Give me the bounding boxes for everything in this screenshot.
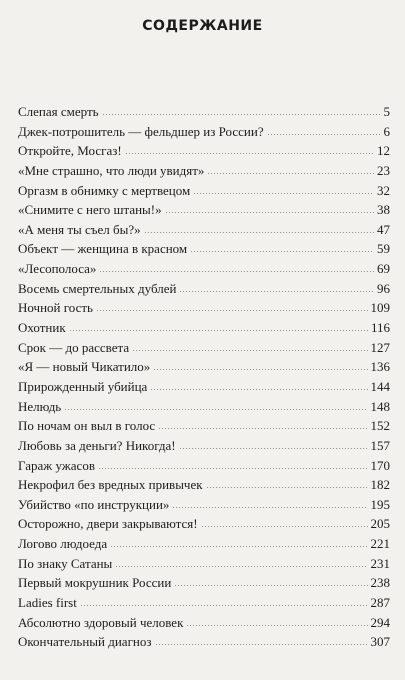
toc-entry-title: Логово людоеда (18, 536, 108, 552)
toc-entry-title: «А меня ты съел бы?» (18, 221, 141, 237)
toc-entry-page-number: 307 (370, 634, 390, 650)
toc-entry (18, 320, 390, 340)
page-title: СОДЕРЖАНИЕ (142, 18, 263, 34)
toc-dot-leader (193, 193, 374, 194)
toc-entry (18, 379, 390, 399)
toc-entry (18, 536, 390, 556)
toc-entry (18, 163, 390, 183)
toc-entry (18, 634, 390, 654)
toc-entry-page-number: 96 (377, 280, 390, 296)
toc-entry (18, 124, 390, 144)
toc-dot-leader (207, 173, 374, 174)
toc-entry-title: «Снимите с него штаны!» (18, 202, 162, 218)
toc-dot-leader (150, 389, 367, 390)
toc-entry (18, 497, 390, 517)
toc-entry-title: Абсолютно здоровый человек (18, 614, 184, 630)
toc-dot-leader (155, 644, 368, 645)
toc-dot-leader (64, 409, 367, 410)
toc-entry-page-number: 59 (377, 241, 390, 257)
toc-entry (18, 222, 390, 242)
toc-entry-page-number: 32 (377, 182, 390, 198)
toc-entry-title: Слепая смерть (18, 104, 99, 119)
toc-entry-page-number: 127 (370, 339, 390, 355)
table-of-contents (18, 104, 390, 654)
toc-entry-title: Гараж ужасов (18, 457, 95, 473)
toc-entry-page-number: 182 (370, 477, 390, 493)
toc-entry-page-number: 170 (370, 457, 390, 473)
toc-entry (18, 399, 390, 419)
toc-entry (18, 340, 390, 360)
toc-dot-leader (99, 271, 374, 272)
toc-dot-leader (201, 526, 368, 527)
toc-entry-title: Окончательный диагноз (18, 634, 152, 650)
toc-entry-page-number: 294 (370, 614, 390, 630)
toc-entry-page-number: 195 (370, 496, 390, 512)
toc-dot-leader (267, 134, 381, 135)
toc-entry-page-number: 6 (383, 123, 390, 139)
toc-entry (18, 281, 390, 301)
toc-entry-title: «Я — новый Чикатило» (18, 359, 151, 375)
toc-entry-title: Ночной гость (18, 300, 93, 316)
toc-entry (18, 595, 390, 615)
toc-entry-title: Откройте, Мосгаз! (18, 143, 122, 159)
toc-entry (18, 202, 390, 222)
toc-dot-leader (165, 212, 374, 213)
toc-entry-page-number: 116 (370, 320, 390, 336)
toc-dot-leader (186, 625, 367, 626)
toc-entry-title: Оргазм в обнимку с мертвецом (18, 182, 191, 198)
toc-entry-title: Восемь смертельных дублей (18, 280, 177, 296)
toc-entry-page-number: 152 (370, 418, 390, 434)
toc-entry (18, 359, 390, 379)
toc-entry-title: По ночам он выл в голос (18, 418, 156, 434)
toc-entry-page-number: 12 (377, 143, 390, 159)
toc-entry-page-number: 136 (370, 359, 390, 375)
toc-entry (18, 300, 390, 320)
toc-dot-leader (125, 153, 374, 154)
toc-entry-title: Прирожденный убийца (18, 378, 148, 394)
toc-dot-leader (132, 350, 367, 351)
toc-entry-title: Убийство «по инструкции» (18, 496, 170, 512)
toc-entry-title: Любовь за деньги? Никогда! (18, 437, 176, 453)
toc-entry-title: Ladies first (18, 595, 77, 611)
toc-dot-leader (96, 310, 368, 311)
toc-dot-leader (110, 546, 367, 547)
toc-entry-page-number: 144 (370, 378, 390, 394)
toc-dot-leader (190, 251, 374, 252)
toc-entry (18, 261, 390, 281)
toc-entry-page-number: 221 (370, 536, 390, 552)
toc-dot-leader (153, 369, 367, 370)
toc-entry-title: Джек-потрошитель — фельдшер из России? (18, 123, 264, 139)
toc-entry (18, 458, 390, 478)
toc-dot-leader (69, 330, 368, 331)
toc-entry (18, 104, 390, 124)
toc-dot-leader (98, 468, 368, 469)
toc-entry-page-number: 5 (383, 104, 390, 119)
toc-dot-leader (102, 114, 381, 115)
toc-entry-title: Некрофил без вредных привычек (18, 477, 203, 493)
toc-entry-page-number: 231 (370, 555, 390, 571)
toc-entry (18, 615, 390, 635)
toc-entry-title: Осторожно, двери закрываются! (18, 516, 198, 532)
toc-entry-title: Срок — до рассвета (18, 339, 130, 355)
toc-dot-leader (179, 291, 374, 292)
toc-dot-leader (174, 585, 367, 586)
toc-entry-title: По знаку Сатаны (18, 555, 113, 571)
toc-entry-page-number: 23 (377, 162, 390, 178)
toc-entry-page-number: 287 (370, 595, 390, 611)
toc-entry-page-number: 69 (377, 261, 390, 277)
toc-entry-page-number: 238 (370, 575, 390, 591)
toc-entry (18, 516, 390, 536)
toc-entry (18, 143, 390, 163)
toc-dot-leader (80, 605, 368, 606)
toc-dot-leader (206, 487, 368, 488)
toc-entry-title: Первый мокрушник России (18, 575, 172, 591)
toc-entry (18, 183, 390, 203)
toc-entry-page-number: 148 (370, 398, 390, 414)
toc-entry (18, 418, 390, 438)
toc-entry-page-number: 47 (377, 221, 390, 237)
toc-dot-leader (158, 428, 367, 429)
toc-entry-title: «Мне страшно, что люди увидят» (18, 162, 205, 178)
toc-entry-page-number: 205 (370, 516, 390, 532)
toc-dot-leader (144, 232, 374, 233)
toc-entry (18, 575, 390, 595)
toc-entry-page-number: 157 (370, 437, 390, 453)
toc-entry-title: Нелюдь (18, 398, 62, 414)
toc-dot-leader (115, 566, 367, 567)
toc-entry-title: Объект — женщина в красном (18, 241, 188, 257)
toc-entry (18, 241, 390, 261)
toc-entry (18, 556, 390, 576)
toc-dot-leader (172, 507, 367, 508)
toc-entry-title: «Лесополоса» (18, 261, 97, 277)
toc-dot-leader (179, 448, 368, 449)
toc-entry (18, 477, 390, 497)
toc-entry (18, 438, 390, 458)
toc-entry-page-number: 38 (377, 202, 390, 218)
toc-entry-title: Охотник (18, 320, 66, 336)
toc-entry-page-number: 109 (370, 300, 390, 316)
